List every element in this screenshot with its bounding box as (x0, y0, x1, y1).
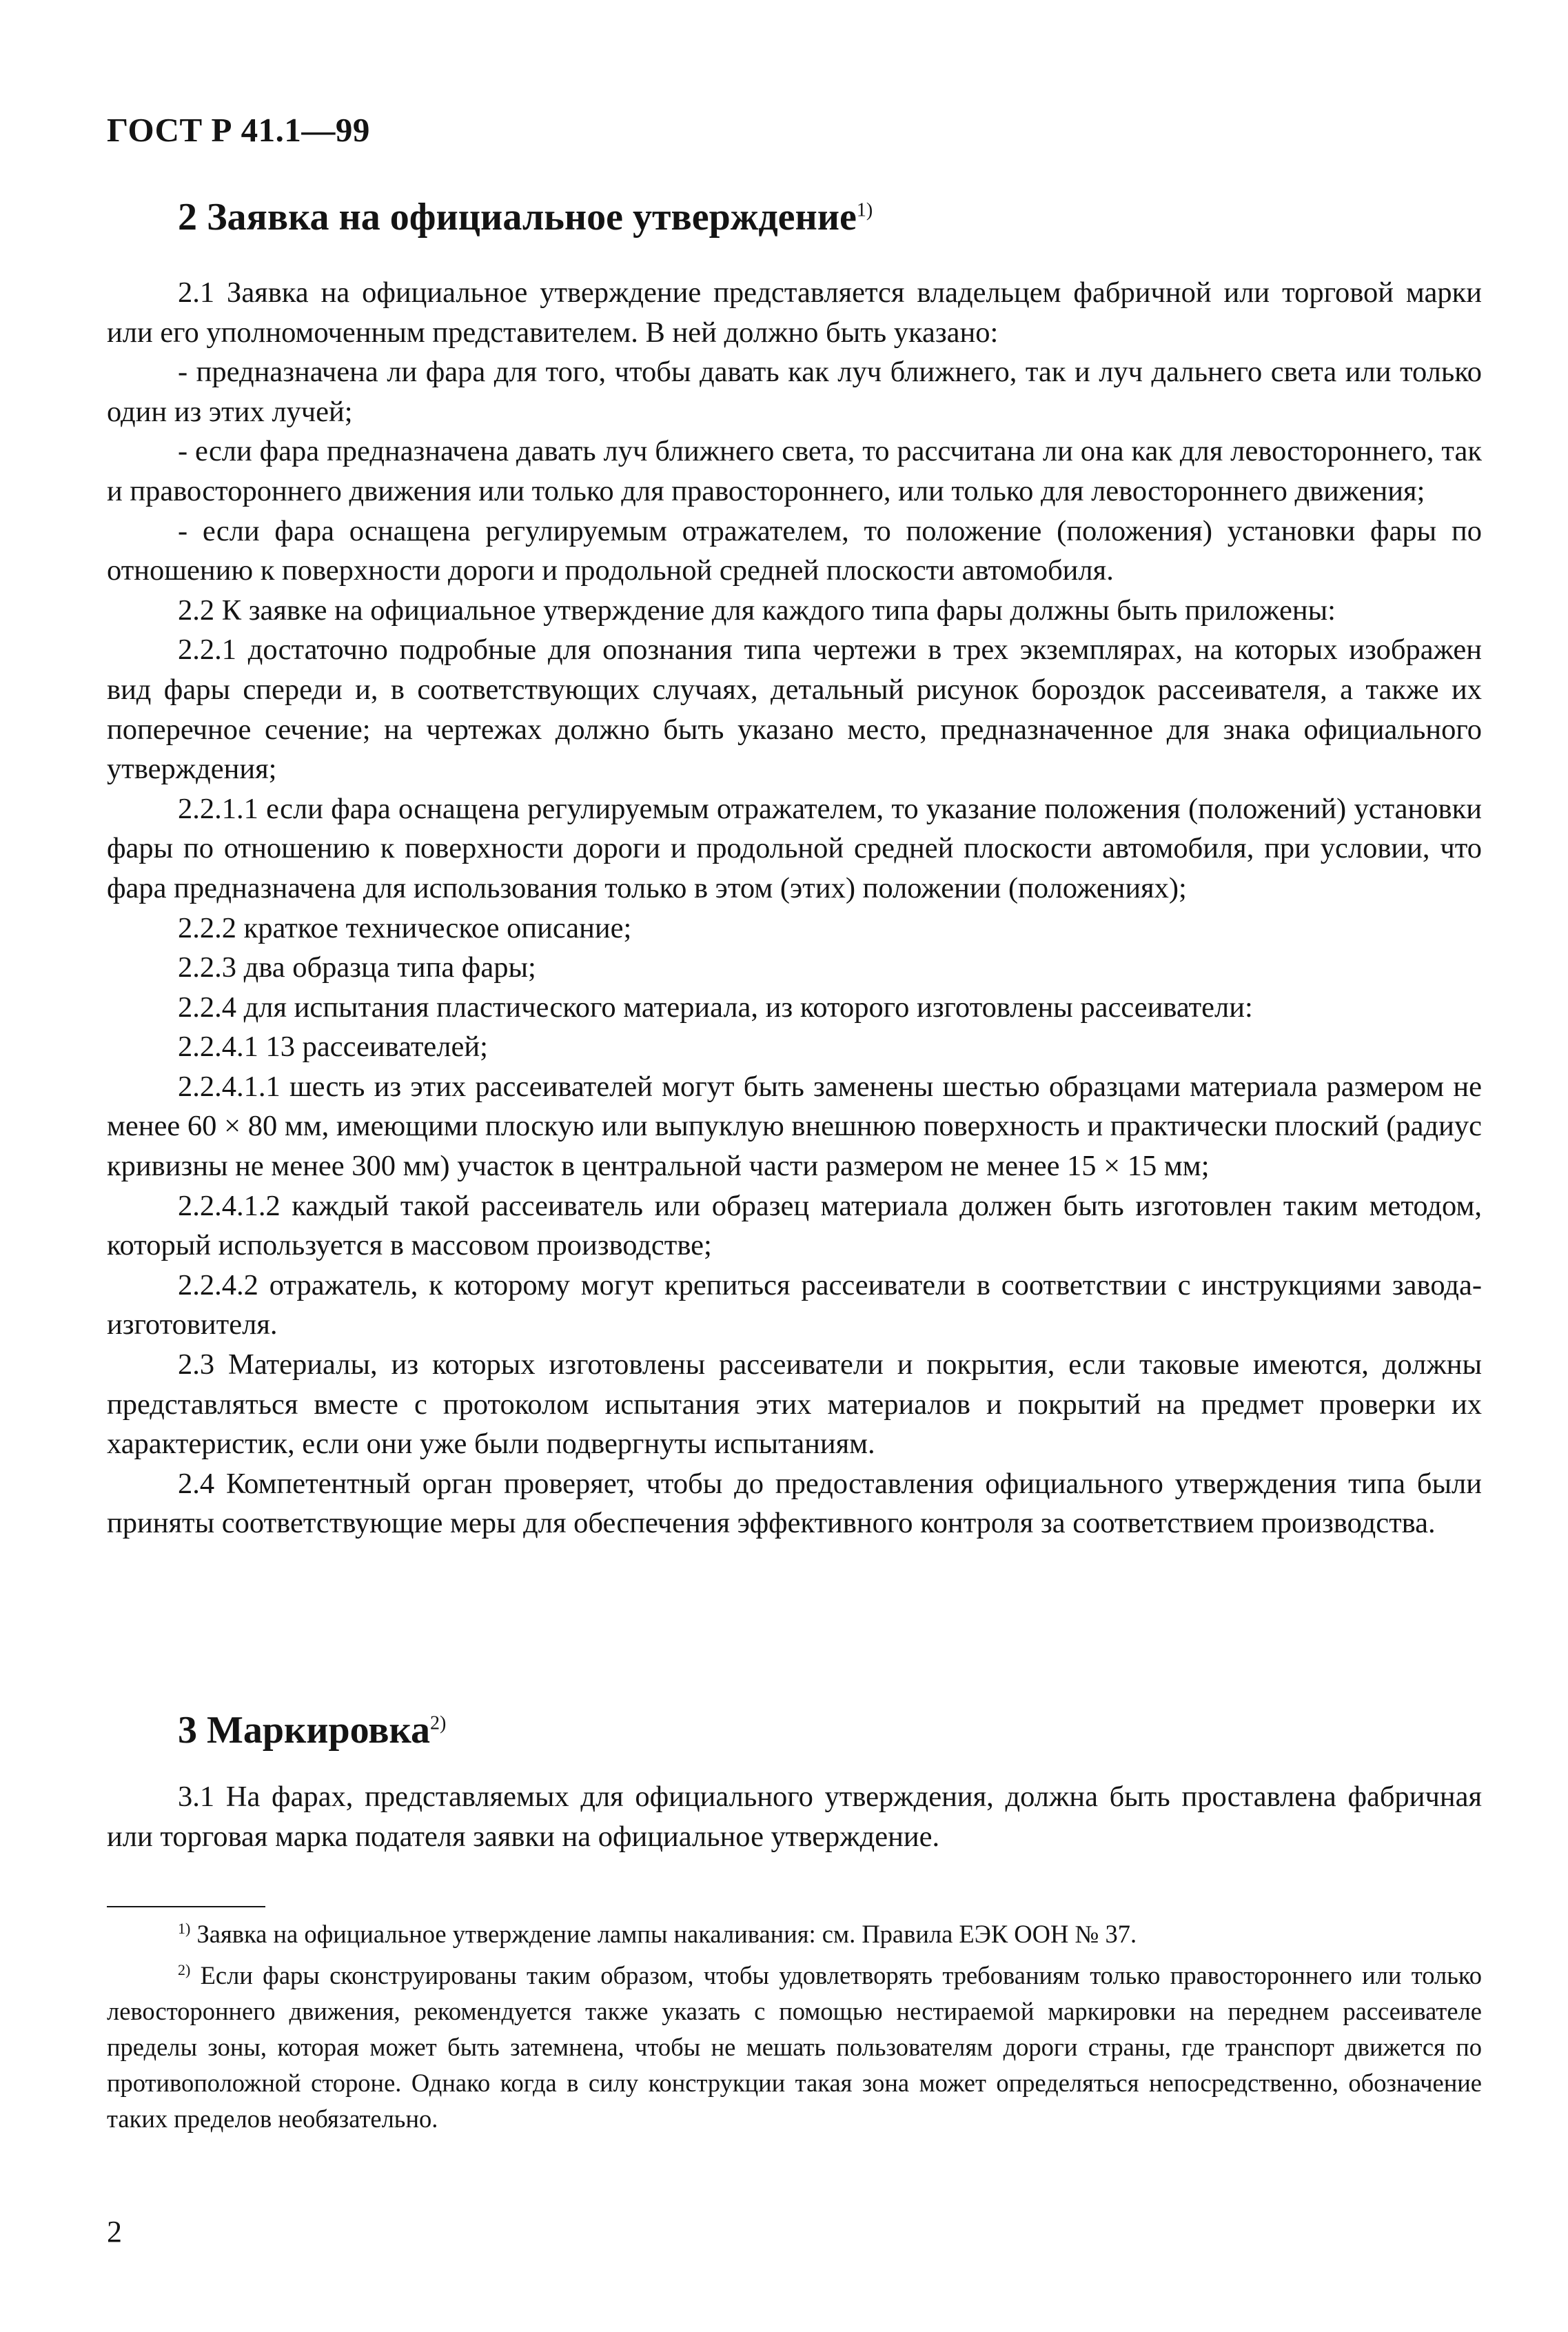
footnote-2-mark: 2) (178, 1961, 191, 1979)
footnote-1-mark: 1) (178, 1920, 191, 1937)
paragraph-2-2-1: 2.2.1 достаточно подробные для опознания типа чертежи в трех экземплярах, на которых изображен вид фары спереди и, в соответствующих случаях, детальный рисунок бороздок рассеивателя, а также их поперечное сечение; на чертежах должно быть указано место, предназначенное для знака официального утверждения; (107, 633, 1482, 786)
section-2-title (178, 195, 873, 239)
section-3-body (107, 1777, 1482, 1856)
paragraph-2-1-item-1: - предназначена ли фара для того, чтобы давать как луч ближнего, так и луч дальнего света или только один из этих лучей; (107, 356, 1482, 428)
section-3-footnote-ref: 2) (429, 1712, 447, 1734)
paragraph-2-2-4-2: 2.2.4.2 отражатель, к которому могут крепиться рассеиватели в соответствии с инструкциями завода-изготовителя. (107, 1268, 1482, 1341)
document-code-header: ГОСТ Р 41.1—99 (107, 111, 370, 149)
section-2-body (107, 273, 1482, 1543)
paragraph-2-2-2: 2.2.2 краткое техническое описание; (178, 911, 632, 944)
paragraph-2-3: 2.3 Материалы, из которых изготовлены рассеиватели и покрытия, если таковые имеются, должны представляться вместе с протоколом испытания этих материалов и покрытий на предмет проверки их характеристик, если они уже были подвергнуты испытаниям. (107, 1348, 1482, 1461)
footnote-2-text: Если фары сконструированы таким образом, чтобы удовлетворять требованиям только правостороннего или только левостороннего движения, рекомендуется также указать с помощью нестираемой маркировки на переднем рассеивателе пределы зоны, которая может быть затемнена, чтобы не мешать пользователям дороги страны, где транспорт движется по противоположной стороне. Однако когда в силу конструкции такая зона может определяться непосредственно, обозначение таких пределов необязательно. (107, 1961, 1482, 2133)
paragraph-2-1-item-3: - если фара оснащена регулируемым отражателем, то положение (положения) установки фары по отношению к поверхности дороги и продольной средней плоскости автомобиля. (107, 514, 1482, 587)
paragraph-2-2-4-1-2: 2.2.4.1.2 каждый такой рассеиватель или образец материала должен быть изготовлен таким методом, который используется в массовом производстве; (107, 1189, 1482, 1262)
footnotes (107, 1911, 1482, 2137)
section-3-title-text: 3 Маркировка (178, 1709, 430, 1752)
footnote-divider (107, 1906, 265, 1907)
section-2-footnote-ref: 1) (856, 199, 873, 221)
section-2-title-text: 2 Заявка на официальное утверждение (178, 196, 857, 239)
paragraph-2-1: 2.1 Заявка на официальное утверждение представляется владельцем фабричной или торговой марки или его уполномоченным представителем. В ней должно быть указано: (107, 276, 1482, 349)
footnote-1 (107, 1911, 1482, 1952)
paragraph-3-1: 3.1 На фарах, представляемых для официального утверждения, должна быть проставлена фабричная или торговая марка подателя заявки на официальное утверждение. (107, 1781, 1482, 1853)
section-3-title (178, 1708, 446, 1752)
paragraph-2-2-1-1: 2.2.1.1 если фара оснащена регулируемым отражателем, то указание положения (положений) установки фары по отношению к поверхности дороги и продольной средней плоскости автомобиля, при условии, что фара предназначена для использования только в этом (этих) положении (положениях); (107, 792, 1482, 904)
page-number: 2 (107, 2215, 122, 2249)
footnote-2 (107, 1952, 1482, 2137)
paragraph-2-2-4-1-1: 2.2.4.1.1 шесть из этих рассеивателей могут быть заменены шестью образцами материала размером не менее 60 × 80 мм, имеющими плоскую или выпуклую внешнюю поверхность и практически плоский (радиус кривизны не менее 300 мм) участок в центральной части размером не менее 15 × 15 мм; (107, 1070, 1482, 1183)
paragraph-2-1-item-2: - если фара предназначена давать луч ближнего света, то рассчитана ли она как для левостороннего, так и правостороннего движения или только для правостороннего, или только для левостороннего движения; (107, 435, 1482, 507)
footnote-1-text: Заявка на официальное утверждение лампы накаливания: см. Правила ЕЭК ООН № 37. (190, 1920, 1137, 1949)
paragraph-2-2-3: 2.2.3 два образца типа фары; (178, 951, 536, 984)
paragraph-2-2: 2.2 К заявке на официальное утверждение для каждого типа фары должны быть приложены: (178, 594, 1336, 627)
paragraph-2-4: 2.4 Компетентный орган проверяет, чтобы до предоставления официального утверждения типа были приняты соответствующие меры для обеспечения эффективного контроля за соответствием производства. (107, 1467, 1482, 1540)
paragraph-2-2-4-1: 2.2.4.1 13 рассеивателей; (178, 1031, 488, 1064)
paragraph-2-2-4: 2.2.4 для испытания пластического материала, из которого изготовлены рассеиватели: (178, 991, 1253, 1024)
